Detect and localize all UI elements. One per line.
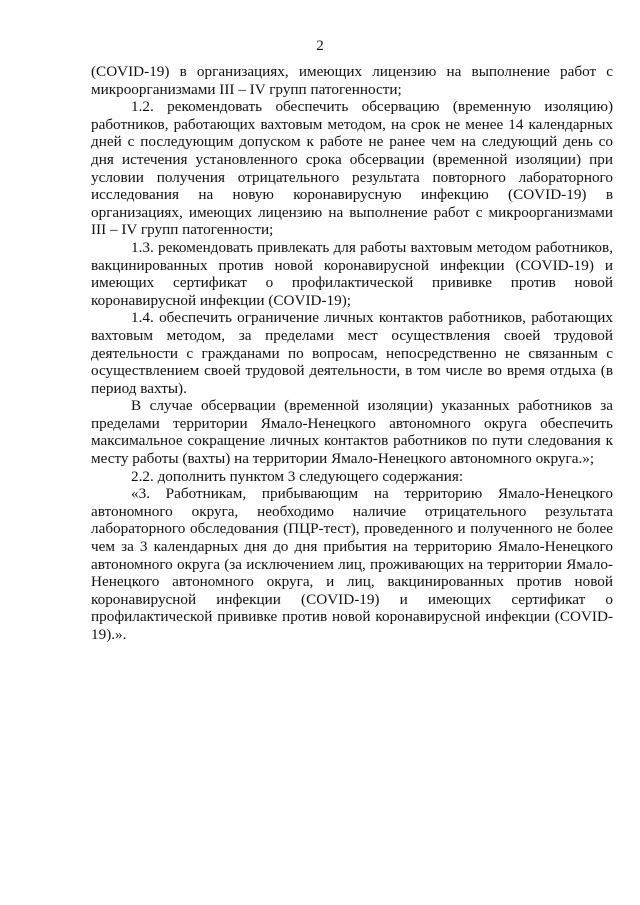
paragraph-1-2-observation: 1.2. рекомендовать обеспечить обсервацию (временную изоляцию) работников, работающих вахтовым методом, на срок не менее 14 календарных дней с последующим допуском к работе не ранее чем на следующий день со дня истечения установленного срока обсервации (временной изоляции) при условии получения отрицательного результата повторного лабораторного исследования на новую коронавирусную инфекцию (COVID-19) в организациях, имеющих лицензию на выполнение работ с микроорганизмами III – IV групп патогенности; [91, 98, 613, 239]
paragraph-3-arriving-workers: «3. Работникам, прибывающим на территорию Ямало-Ненецкого автономного округа, необходимо наличие отрицательного результата лабораторного обследования (ПЦР-тест), проведенного и полученного не более чем за 3 календарных дня до дня прибытия на территорию Ямало-Ненецкого автономного округа (за исключением лиц, проживающих на территории Ямало-Ненецкого автономного округа, и лиц, вакцинированных против новой коронавирусной инфекции (COVID-19) и имеющих сертификат о профилактической прививке против новой коронавирусной инфекции (COVID-19).». [91, 485, 613, 643]
document-body [91, 63, 613, 644]
paragraph-2-2-addition: 2.2. дополнить пунктом 3 следующего содержания: [131, 467, 464, 485]
paragraph-1-4-contact-limitation: 1.4. обеспечить ограничение личных контактов работников, работающих вахтовым методом, за пределами мест осуществления своей трудовой деятельности с гражданами по вопросам, непосредственно не связанным с осуществлением своей трудовой деятельности, в том числе во время отдыха (в период вахты). [91, 309, 613, 397]
paragraph-observation-outside-region: В случае обсервации (временной изоляции) указанных работников за пределами территории Ямало-Ненецкого автономного округа обеспечить максимальное сокращение личных контактов работников по пути следования к месту работы (вахты) на территории Ямало-Ненецкого автономного округа.»; [91, 397, 613, 468]
paragraph-1-3-vaccinated-workers: 1.3. рекомендовать привлекать для работы вахтовым методом работников, вакцинированных против новой коронавирусной инфекции (COVID-19) и имеющих сертификат о профилактической прививке против новой коронавирусной инфекции (COVID-19); [91, 238, 613, 309]
paragraph-covid-organizations: (COVID-19) в организациях, имеющих лицензию на выполнение работ с микроорганизмами III – IV групп патогенности; [91, 63, 613, 98]
page-number: 2 [316, 38, 324, 54]
